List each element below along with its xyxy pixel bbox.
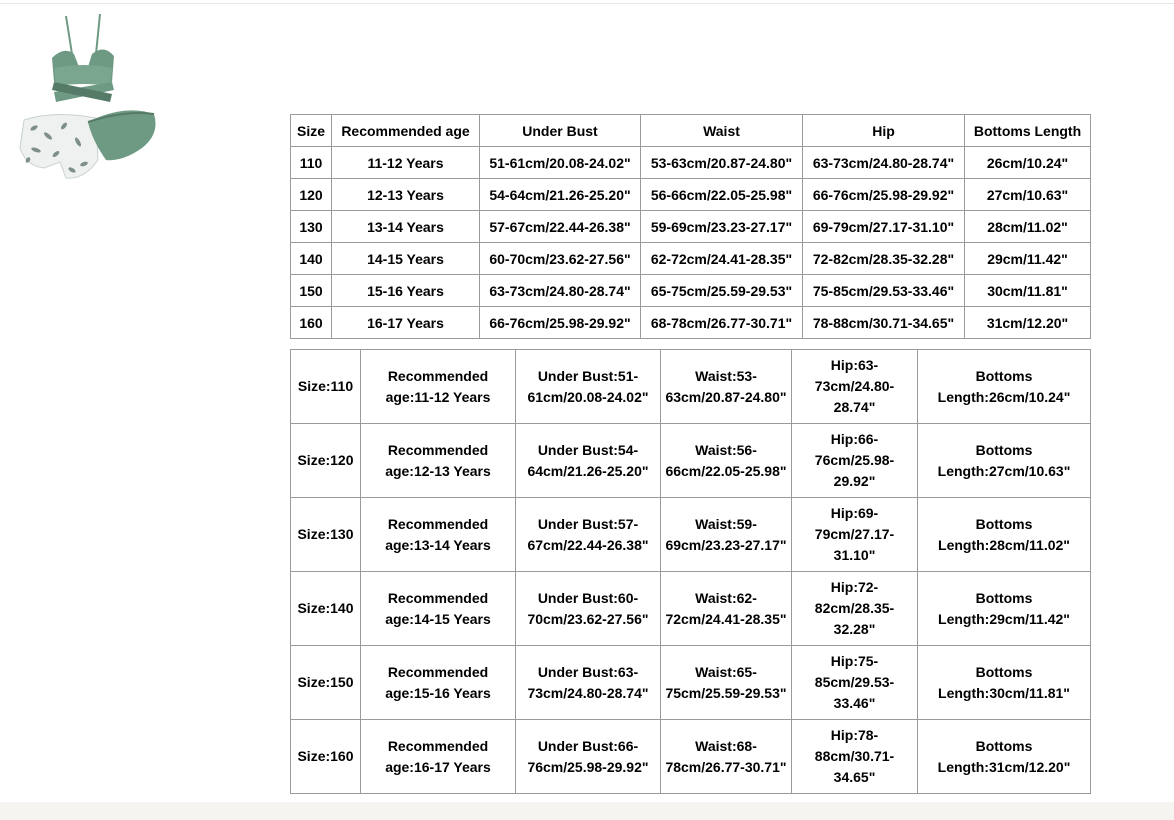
hip-cell: Hip:69-79cm/27.17-31.10"	[792, 498, 918, 572]
table-cell: 150	[291, 275, 332, 307]
waist-cell: Waist:62-72cm/24.41-28.35"	[661, 572, 792, 646]
table-cell: 69-79cm/27.17-31.10"	[803, 211, 965, 243]
table-row	[291, 275, 1091, 307]
header-cell: Under Bust	[480, 115, 641, 147]
table-cell: 26cm/10.24"	[965, 147, 1091, 179]
table-header-row	[291, 115, 1091, 147]
table-cell: 56-66cm/22.05-25.98"	[641, 179, 803, 211]
table-row	[291, 179, 1091, 211]
table-cell: 130	[291, 211, 332, 243]
bottoms-length-cell: Bottoms Length:27cm/10.63"	[918, 424, 1091, 498]
table-cell: 63-73cm/24.80-28.74"	[803, 147, 965, 179]
table-row	[291, 243, 1091, 275]
table-cell: 62-72cm/24.41-28.35"	[641, 243, 803, 275]
table-cell: 66-76cm/25.98-29.92"	[803, 179, 965, 211]
waist-cell: Waist:68-78cm/26.77-30.71"	[661, 720, 792, 794]
waist-cell: Waist:56-66cm/22.05-25.98"	[661, 424, 792, 498]
age-cell: Recommended age:16-17 Years	[361, 720, 516, 794]
table-row	[291, 147, 1091, 179]
header-cell: Recommended age	[332, 115, 480, 147]
table-cell: 75-85cm/29.53-33.46"	[803, 275, 965, 307]
size-cell: Size:110	[291, 350, 361, 424]
table-cell: 13-14 Years	[332, 211, 480, 243]
age-cell: Recommended age:14-15 Years	[361, 572, 516, 646]
size-cell: Size:120	[291, 424, 361, 498]
product-image	[14, 10, 164, 200]
table-row	[291, 350, 1091, 424]
top-divider	[0, 3, 1174, 4]
table-cell: 16-17 Years	[332, 307, 480, 339]
size-cell: Size:160	[291, 720, 361, 794]
table-row	[291, 720, 1091, 794]
table-row	[291, 211, 1091, 243]
waist-cell: Waist:65-75cm/25.59-29.53"	[661, 646, 792, 720]
waist-cell: Waist:53-63cm/20.87-24.80"	[661, 350, 792, 424]
table-row	[291, 424, 1091, 498]
table-cell: 66-76cm/25.98-29.92"	[480, 307, 641, 339]
hip-cell: Hip:75-85cm/29.53-33.46"	[792, 646, 918, 720]
bottoms-length-cell: Bottoms Length:31cm/12.20"	[918, 720, 1091, 794]
table-cell: 60-70cm/23.62-27.56"	[480, 243, 641, 275]
table-cell: 57-67cm/22.44-26.38"	[480, 211, 641, 243]
hip-cell: Hip:72-82cm/28.35-32.28"	[792, 572, 918, 646]
bottoms-length-cell: Bottoms Length:26cm/10.24"	[918, 350, 1091, 424]
size-cell: Size:130	[291, 498, 361, 572]
table-cell: 68-78cm/26.77-30.71"	[641, 307, 803, 339]
table-cell: 110	[291, 147, 332, 179]
footer-band	[0, 802, 1174, 820]
age-cell: Recommended age:11-12 Years	[361, 350, 516, 424]
size-cell: Size:140	[291, 572, 361, 646]
table-cell: 78-88cm/30.71-34.65"	[803, 307, 965, 339]
size-detail-table	[290, 349, 1091, 794]
size-cell: Size:150	[291, 646, 361, 720]
table-cell: 30cm/11.81"	[965, 275, 1091, 307]
age-cell: Recommended age:12-13 Years	[361, 424, 516, 498]
hip-cell: Hip:63-73cm/24.80-28.74"	[792, 350, 918, 424]
under-bust-cell: Under Bust:66-76cm/25.98-29.92"	[516, 720, 661, 794]
hip-cell: Hip:66-76cm/25.98-29.92"	[792, 424, 918, 498]
table-cell: 15-16 Years	[332, 275, 480, 307]
table-cell: 14-15 Years	[332, 243, 480, 275]
table-cell: 12-13 Years	[332, 179, 480, 211]
table-cell: 120	[291, 179, 332, 211]
table-cell: 140	[291, 243, 332, 275]
table-cell: 51-61cm/20.08-24.02"	[480, 147, 641, 179]
under-bust-cell: Under Bust:60-70cm/23.62-27.56"	[516, 572, 661, 646]
table-row	[291, 307, 1091, 339]
table-cell: 28cm/11.02"	[965, 211, 1091, 243]
table-cell: 63-73cm/24.80-28.74"	[480, 275, 641, 307]
hip-cell: Hip:78-88cm/30.71-34.65"	[792, 720, 918, 794]
header-cell: Bottoms Length	[965, 115, 1091, 147]
table-row	[291, 646, 1091, 720]
table-cell: 11-12 Years	[332, 147, 480, 179]
age-cell: Recommended age:15-16 Years	[361, 646, 516, 720]
age-cell: Recommended age:13-14 Years	[361, 498, 516, 572]
table-cell: 27cm/10.63"	[965, 179, 1091, 211]
table-cell: 72-82cm/28.35-32.28"	[803, 243, 965, 275]
header-cell: Waist	[641, 115, 803, 147]
bottoms-length-cell: Bottoms Length:30cm/11.81"	[918, 646, 1091, 720]
bottoms-length-cell: Bottoms Length:28cm/11.02"	[918, 498, 1091, 572]
table-cell: 29cm/11.42"	[965, 243, 1091, 275]
waist-cell: Waist:59-69cm/23.23-27.17"	[661, 498, 792, 572]
table-cell: 65-75cm/25.59-29.53"	[641, 275, 803, 307]
header-cell: Hip	[803, 115, 965, 147]
table-cell: 59-69cm/23.23-27.17"	[641, 211, 803, 243]
size-chart-table	[290, 114, 1091, 339]
header-cell: Size	[291, 115, 332, 147]
under-bust-cell: Under Bust:57-67cm/22.44-26.38"	[516, 498, 661, 572]
table-cell: 54-64cm/21.26-25.20"	[480, 179, 641, 211]
table-row	[291, 498, 1091, 572]
under-bust-cell: Under Bust:51-61cm/20.08-24.02"	[516, 350, 661, 424]
under-bust-cell: Under Bust:63-73cm/24.80-28.74"	[516, 646, 661, 720]
table-cell: 160	[291, 307, 332, 339]
table-row	[291, 572, 1091, 646]
bottoms-length-cell: Bottoms Length:29cm/11.42"	[918, 572, 1091, 646]
table-cell: 31cm/12.20"	[965, 307, 1091, 339]
under-bust-cell: Under Bust:54-64cm/21.26-25.20"	[516, 424, 661, 498]
table-cell: 53-63cm/20.87-24.80"	[641, 147, 803, 179]
